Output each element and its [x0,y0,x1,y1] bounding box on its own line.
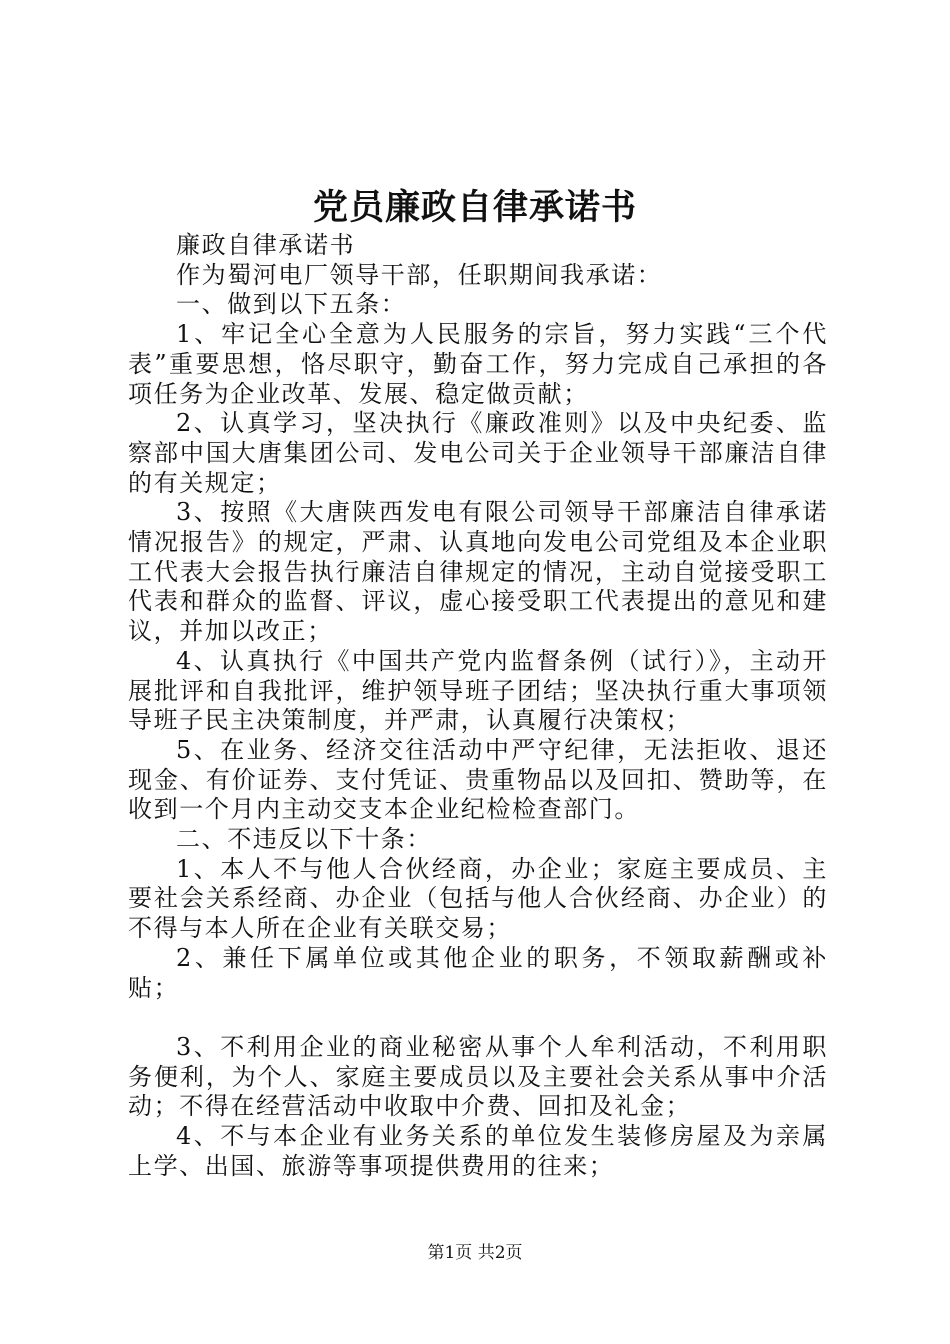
paragraph: 廉政自律承诺书 [176,231,356,259]
document-body [128,231,828,1181]
paragraph: 3、按照《大唐陕西发电有限公司领导干部廉洁自律承诺情况报告》的规定，严肃、认真地向发电公司党组及本企业职工代表大会报告执行廉洁自律规定的情况，主动自觉接受职工代表和群众的监督、评议，虚心接受职工代表提出的意见和建议，并加以改正； [128,498,828,646]
paragraph: 1、牢记全心全意为人民服务的宗旨，努力实践“三个代表”重要思想，恪尽职守，勤奋工作，努力完成自己承担的各项任务为企业改革、发展、稳定做贡献； [128,320,828,408]
document-title: 党员廉政自律承诺书 [312,187,637,228]
paragraph: 一、做到以下五条： [176,290,407,319]
paragraph: 5、在业务、经济交往活动中严守纪律，无法拒收、退还现金、有价证券、支付凭证、贵重物品以及回扣、赞助等，在收到一个月内主动交支本企业纪检检查部门。 [128,735,828,824]
paragraph: 3、不利用企业的商业秘密从事个人牟利活动，不利用职务便利，为个人、家庭主要成员以及主要社会关系从事中介活动；不得在经营活动中收取中介费、回扣及礼金； [128,1032,828,1121]
paragraph: 4、认真执行《中国共产党内监督条例（试行）》，主动开展批评和自我批评，维护领导班子团结；坚决执行重大事项领导班子民主决策制度，并严肃，认真履行决策权； [128,646,828,735]
paragraph: 作为蜀河电厂领导干部，任职期间我承诺： [176,260,663,289]
paragraph: 二、不违反以下十条： [176,825,432,854]
paragraph: 4、不与本企业有业务关系的单位发生装修房屋及为亲属上学、出国、旅游等事项提供费用的往来； [128,1122,828,1180]
paragraph: 2、认真学习，坚决执行《廉政准则》以及中央纪委、监察部中国大唐集团公司、发电公司关于企业领导干部廉洁自律的有关规定； [128,409,828,497]
page-footer: 第1页 共2页 [427,1243,523,1263]
paragraph: 1、本人不与他人合伙经商，办企业；家庭主要成员、主要社会关系经商、办企业（包括与他人合伙经商、办企业）的不得与本人所在企业有关联交易； [128,854,828,943]
paragraph: 2、兼任下属单位或其他企业的职务，不领取薪酬或补贴； [128,943,828,1002]
blank-line [128,1003,828,1033]
